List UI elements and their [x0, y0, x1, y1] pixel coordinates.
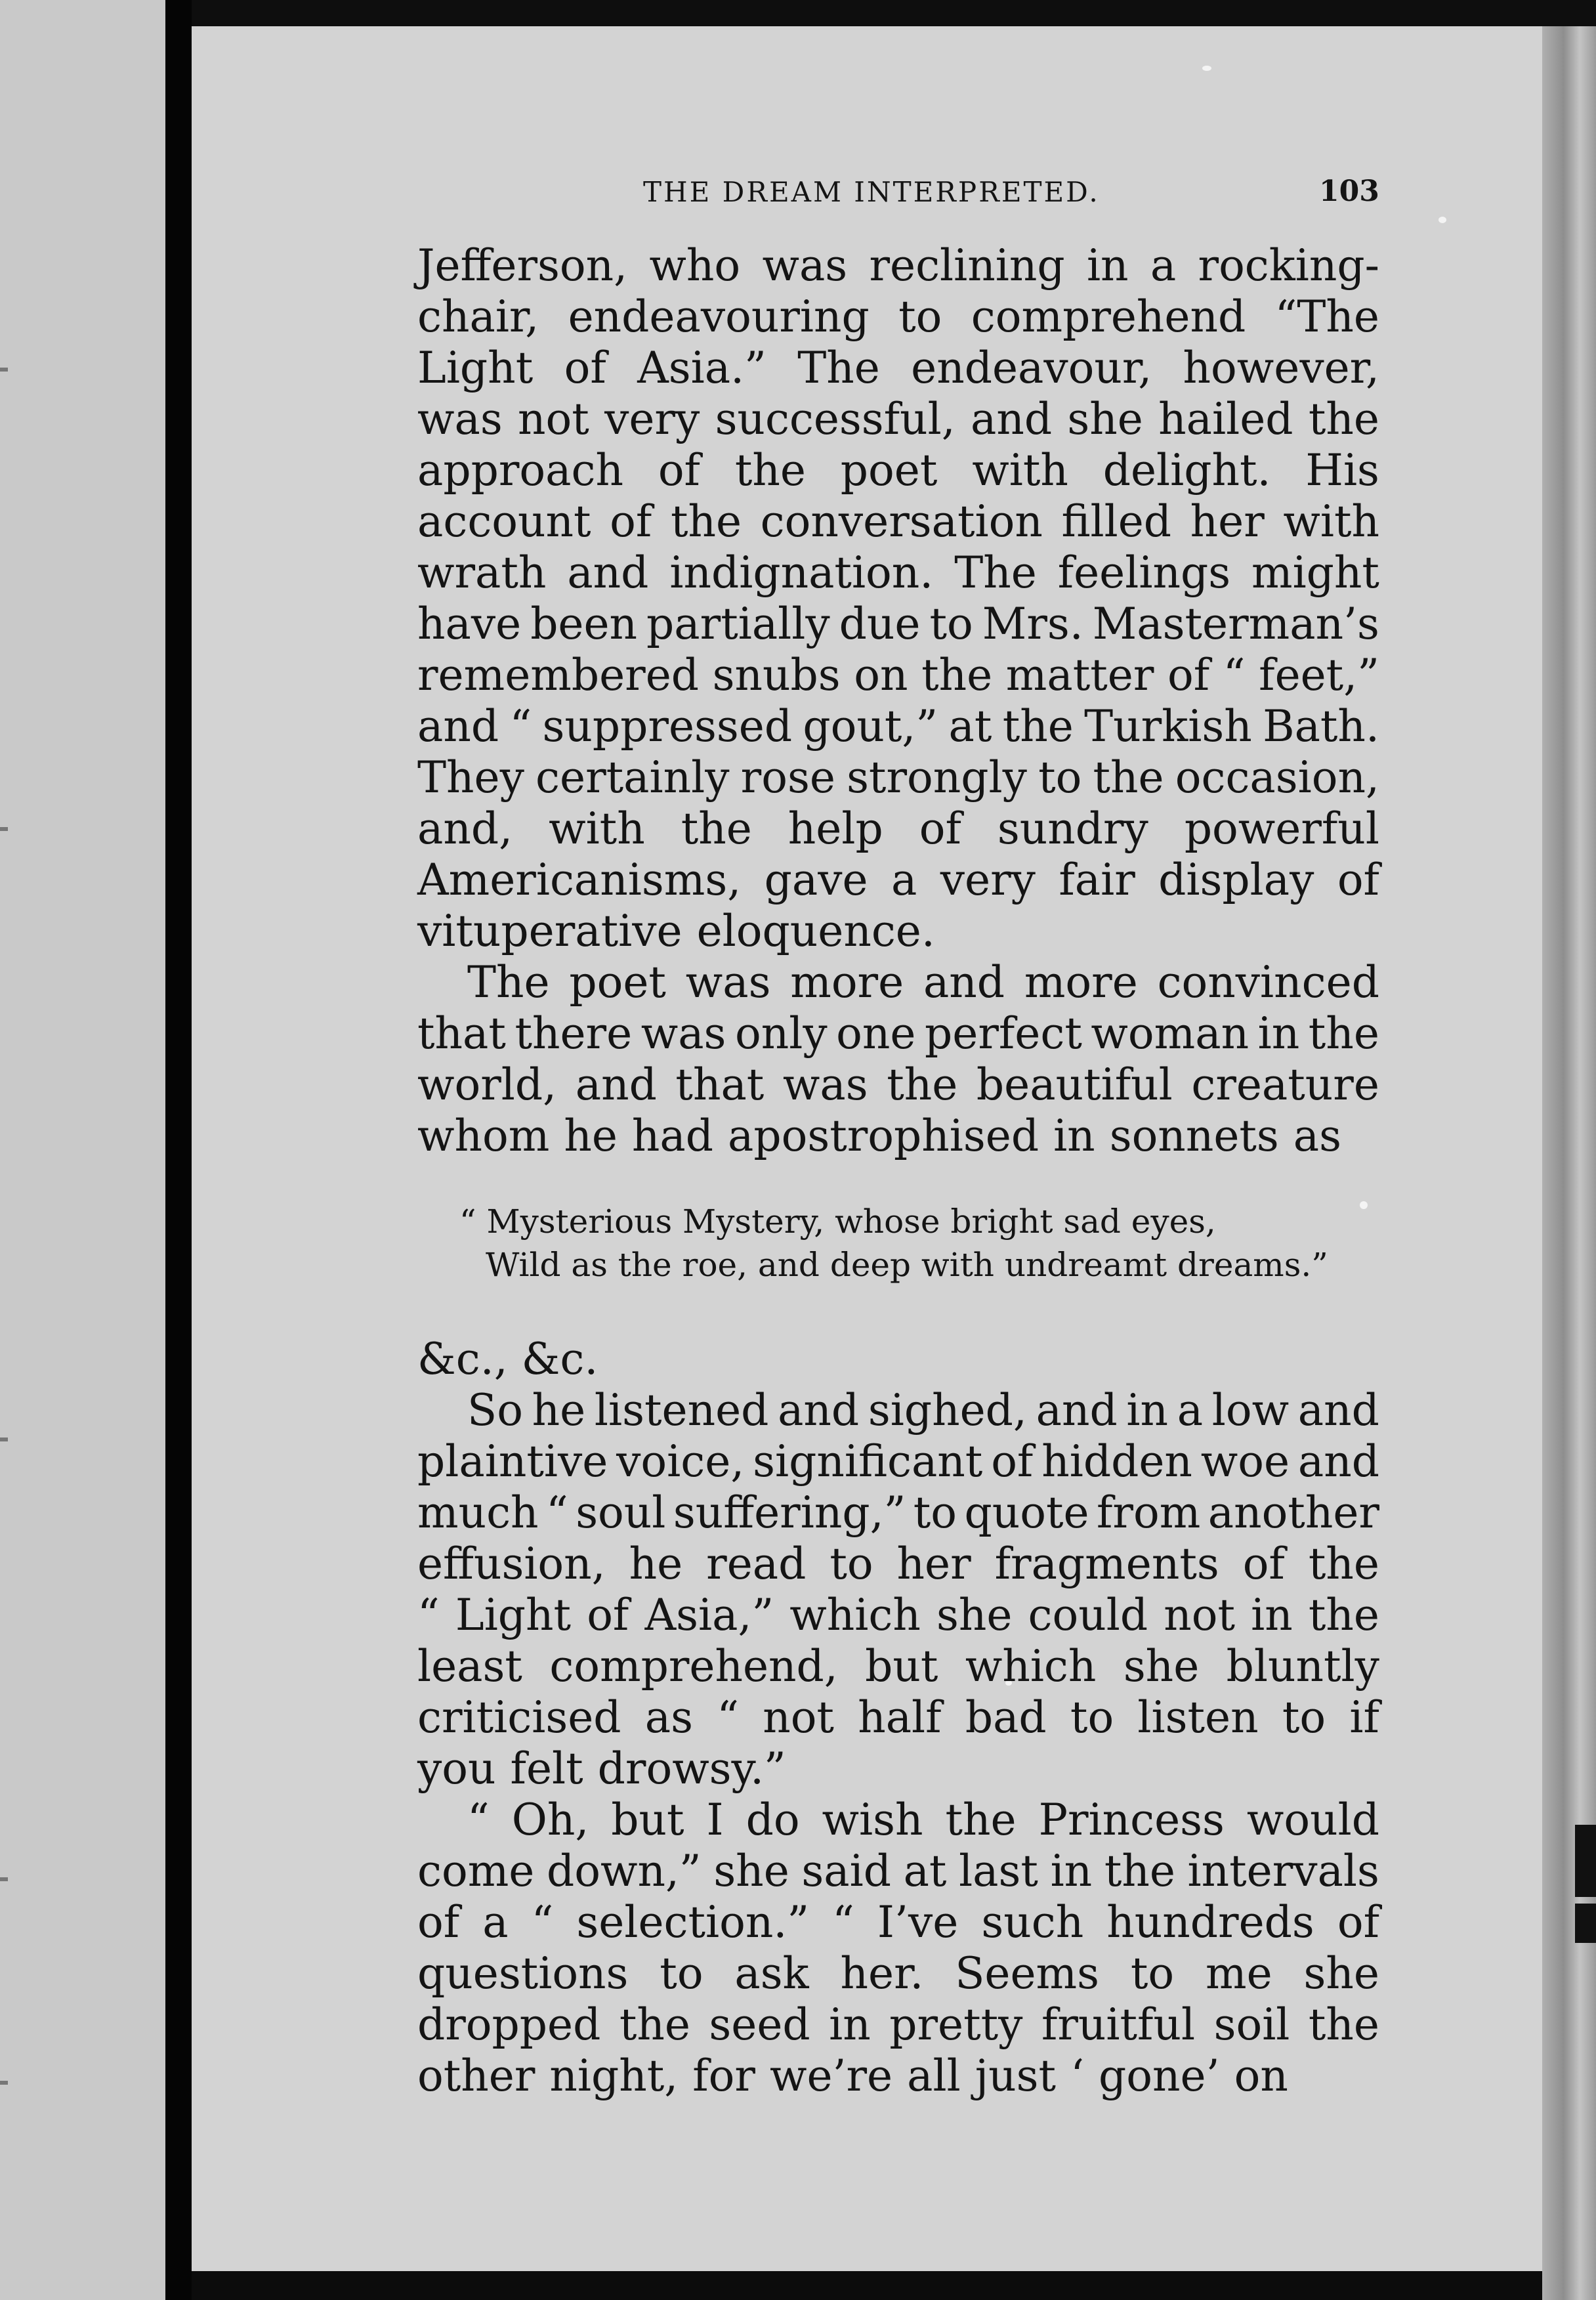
text-line: Light of Asia.” The endeavour, however, — [417, 343, 1379, 393]
text-line: and, with the help of sundry powerful — [417, 803, 1379, 854]
edge-mark — [0, 827, 8, 831]
page-fore-edge — [1542, 26, 1596, 2300]
text-line: vituperative eloquence. — [417, 906, 935, 956]
text-line: The poet was more and more convinced — [467, 957, 1379, 1008]
continuation-text: &c., &c. — [417, 1334, 598, 1384]
text-line: you felt drowsy.” — [417, 1743, 786, 1794]
text-line: dropped the seed in pretty fruitful soil the — [417, 1999, 1379, 2050]
text-line: whom he had apostrophised in sonnets as — [417, 1111, 1341, 1161]
continuation-line — [417, 1334, 1379, 1385]
text-line: So he listened and sighed, and in a low and — [467, 1385, 1379, 1436]
book-gutter — [165, 0, 192, 2300]
text-line: “ Oh, but I do wish the Princess would — [467, 1795, 1379, 1845]
text-line: least comprehend, but which she bluntly — [417, 1641, 1379, 1692]
verse-line: Wild as the roe, and deep with undreamt dreams.” — [486, 1246, 1328, 1284]
text-line: much “ soul suffering,” to quote from another — [417, 1487, 1379, 1538]
edge-mark — [0, 1438, 8, 1441]
text-line: plaintive voice, significant of hidden woe and — [417, 1436, 1379, 1487]
fore-edge-shadow — [1575, 1904, 1596, 1943]
text-line: chair, endeavouring to comprehend “The — [417, 291, 1379, 342]
text-line: world, and that was the beautiful creature — [417, 1059, 1379, 1110]
paper-speck — [1360, 1201, 1368, 1209]
text-line: account of the conversation filled her with — [417, 496, 1379, 547]
text-line: questions to ask her. Seems to me she — [417, 1948, 1379, 1999]
text-line: “ Light of Asia,” which she could not in the — [417, 1590, 1379, 1640]
scan-top-border — [0, 0, 1596, 26]
text-line: remembered snubs on the matter of “ feet,” — [417, 650, 1379, 700]
text-line: come down,” she said at last in the intervals — [417, 1846, 1379, 1896]
facing-page-edge — [0, 0, 165, 2300]
text-line: They certainly rose strongly to the occasion, — [417, 752, 1379, 803]
edge-mark — [0, 1877, 8, 1881]
text-line: of a “ selection.” “ I’ve such hundreds of — [417, 1897, 1379, 1948]
text-line: Americanisms, gave a very fair display of — [417, 855, 1379, 905]
verse-line: “ Mysterious Mystery, whose bright sad eyes, — [459, 1203, 1216, 1241]
edge-mark — [0, 2081, 8, 2085]
text-line: that there was only one perfect woman in the — [417, 1008, 1379, 1059]
text-line: have been partially due to Mrs. Masterman’s — [417, 599, 1379, 649]
scan-bottom-border — [192, 2271, 1542, 2300]
text-line: Jefferson, who was reclining in a rocking- — [417, 240, 1379, 291]
text-line: was not very successful, and she hailed the — [417, 394, 1379, 444]
paper-speck — [1202, 66, 1211, 71]
text-line: and “ suppressed gout,” at the Turkish Bath. — [417, 701, 1379, 752]
text-line: wrath and indignation. The feelings might — [417, 547, 1379, 598]
text-line: effusion, he read to her fragments of the — [417, 1539, 1379, 1589]
fore-edge-shadow — [1575, 1825, 1596, 1897]
text-line: approach of the poet with delight. His — [417, 445, 1379, 496]
paper-speck — [1438, 217, 1446, 223]
edge-mark — [0, 368, 8, 372]
page-number: 103 — [1319, 175, 1379, 208]
text-line: other night, for we’re all just ‘ gone’ on — [417, 2051, 1288, 2101]
text-line: criticised as “ not half bad to listen to if — [417, 1692, 1379, 1743]
running-head-title: THE DREAM INTERPRETED. — [643, 176, 1100, 208]
